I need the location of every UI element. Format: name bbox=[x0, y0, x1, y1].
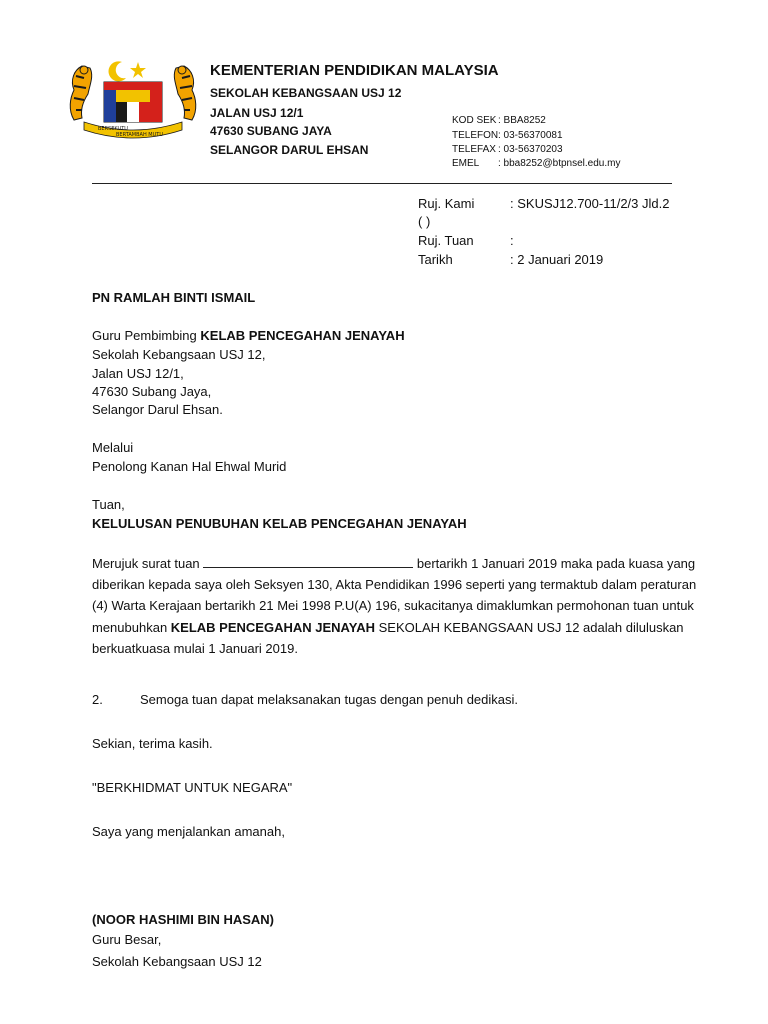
contact-label: KOD SEK bbox=[452, 115, 497, 126]
school-name: SEKOLAH KEBANGSAAN USJ 12 bbox=[210, 86, 402, 100]
ruj-kami-label: Ruj. Kami bbox=[418, 196, 475, 211]
contact-value: : 03-56370203 bbox=[498, 144, 563, 155]
recipient-role: Guru Pembimbing KELAB PENCEGAHAN JENAYAH bbox=[92, 328, 405, 343]
tarikh-value: : 2 Januari 2019 bbox=[510, 252, 604, 267]
subject-line: KELULUSAN PENUBUHAN KELAB PENCEGAHAN JENAYAH bbox=[92, 516, 467, 531]
via-label: Melalui bbox=[92, 440, 134, 455]
via-person: Penolong Kanan Hal Ehwal Murid bbox=[92, 459, 287, 474]
slogan: "BERKHIDMAT UNTUK NEGARA" bbox=[92, 780, 293, 795]
contact-value: : bba8252@btpnsel.edu.my bbox=[498, 158, 621, 169]
address-line-1: JALAN USJ 12/1 bbox=[210, 106, 304, 120]
motto-ribbon bbox=[84, 122, 182, 138]
contact-label: EMEL bbox=[452, 158, 480, 169]
contact-value: : 03-56370081 bbox=[498, 130, 563, 141]
ministry-title: KEMENTERIAN PENDIDIKAN MALAYSIA bbox=[210, 62, 499, 79]
signatory-name: (NOOR HASHIMI BIN HASAN) bbox=[92, 912, 274, 927]
recipient-address-line: Selangor Darul Ehsan. bbox=[92, 402, 223, 417]
ruj-tuan-label: Ruj. Tuan bbox=[418, 233, 474, 248]
paragraph-1: Merujuk surat tuan bertarikh 1 Januari 2019 maka pada kuasa yang diberikan kepada saya oleh Seksyen 130, Akta Pendidikan 1996 seperti yang termaktub dalam peraturan (4) Warta Kerajaan bertarikh 21 Mei 1998 P.U(A) 196, sukacitanya dimaklumkan permohonan tuan untuk menubuhkan KELAB PENCEGAHAN JENAYAH SEKOLAH KEBANGSAAN USJ 12 adalah diluluskan berkuatkuasa mulai 1 Januari 2019. bbox=[92, 556, 697, 656]
signatory-school: Sekolah Kebangsaan USJ 12 bbox=[92, 954, 262, 969]
contact-value: : BBA8252 bbox=[498, 115, 546, 126]
tarikh-label: Tarikh bbox=[418, 252, 453, 267]
paragraph-2-text: Semoga tuan dapat melaksanakan tugas dengan penuh dedikasi. bbox=[140, 692, 519, 707]
signatory-title: Guru Besar, bbox=[92, 932, 162, 947]
ruj-tuan-value: : bbox=[510, 233, 514, 248]
ruj-kami-value: : SKUSJ12.700-11/2/3 Jld.2 bbox=[510, 196, 670, 211]
svg-text:BERSEKUTU: BERSEKUTU bbox=[98, 126, 128, 132]
svg-text:BERTAMBAH MUTU: BERTAMBAH MUTU bbox=[116, 132, 163, 138]
contact-label: TELEFON bbox=[452, 130, 499, 141]
left-tiger-icon bbox=[70, 66, 91, 120]
recipient-address-line: 47630 Subang Jaya, bbox=[92, 384, 212, 399]
shield-icon bbox=[104, 82, 162, 122]
right-tiger-icon bbox=[174, 66, 195, 120]
address-line-2: 47630 SUBANG JAYA bbox=[210, 124, 332, 138]
ruj-kami-continuation: ( ) bbox=[418, 214, 431, 229]
closing: Sekian, terima kasih. bbox=[92, 736, 213, 751]
crescent-star-icon bbox=[109, 61, 146, 81]
trust-line: Saya yang menjalankan amanah, bbox=[92, 824, 285, 839]
header-divider bbox=[92, 183, 672, 184]
blank-underline bbox=[203, 555, 413, 568]
contact-label: TELEFAX bbox=[452, 144, 496, 155]
salutation: Tuan, bbox=[92, 497, 125, 512]
address-line-3: SELANGOR DARUL EHSAN bbox=[210, 143, 369, 157]
paragraph-2-number: 2. bbox=[92, 692, 103, 707]
recipient-name: PN RAMLAH BINTI ISMAIL bbox=[92, 290, 256, 305]
recipient-address-line: Jalan USJ 12/1, bbox=[92, 366, 184, 381]
recipient-address-line: Sekolah Kebangsaan USJ 12, bbox=[92, 347, 266, 362]
coat-of-arms-logo bbox=[64, 58, 202, 142]
